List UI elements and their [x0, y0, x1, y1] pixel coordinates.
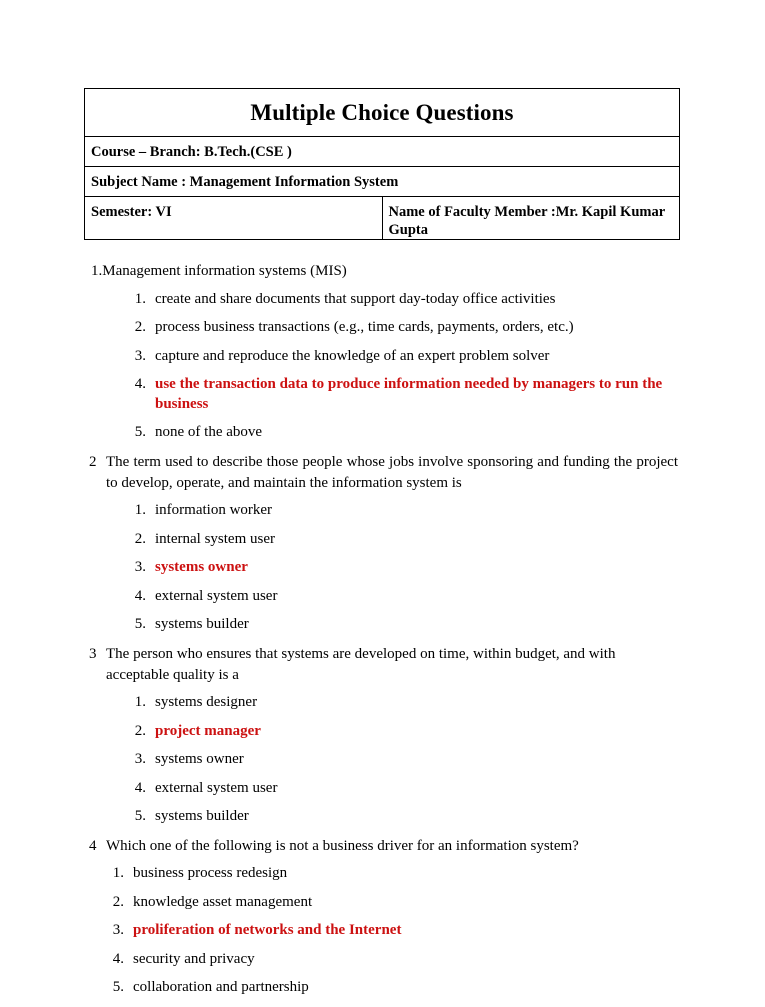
page-title: Multiple Choice Questions: [250, 99, 514, 125]
option-item[interactable]: [84, 501, 680, 521]
option-number: 3.: [112, 922, 124, 939]
question-stem-text: The term used to describe those people whose jobs involve sponsoring and funding the project to develop, operate, and maintain the information system is: [106, 453, 678, 492]
option-item[interactable]: [84, 978, 680, 998]
option-text: collaboration and partnership: [133, 979, 309, 996]
option-number: 2.: [134, 319, 146, 336]
option-item[interactable]: [84, 587, 680, 607]
option-item[interactable]: [84, 722, 680, 742]
option-number: 5.: [134, 616, 146, 633]
header-subject-row: [85, 167, 680, 197]
option-number: 2.: [134, 722, 146, 739]
header-semester-faculty-row: [85, 197, 680, 240]
option-item[interactable]: [84, 921, 680, 941]
subject-cell: [85, 167, 680, 197]
option-item[interactable]: [84, 893, 680, 913]
option-text: external system user: [155, 587, 278, 604]
option-list: [84, 501, 680, 635]
option-number: 3.: [134, 559, 146, 576]
option-number: 5.: [112, 979, 124, 996]
option-text: systems builder: [155, 808, 249, 825]
option-item[interactable]: [84, 347, 680, 367]
option-number: 4.: [134, 587, 146, 604]
option-text: external system user: [155, 779, 278, 796]
option-text: capture and reproduce the knowledge of an expert problem solver: [155, 347, 550, 364]
option-list: [84, 864, 680, 998]
question-stem: [84, 452, 680, 495]
option-number: 4.: [134, 376, 146, 393]
option-number: 1.: [134, 290, 146, 307]
option-number: 1.: [134, 694, 146, 711]
option-item[interactable]: [84, 779, 680, 799]
question-stem: [84, 836, 680, 857]
semester-cell: [85, 197, 383, 240]
option-item[interactable]: [84, 950, 680, 970]
question-number: 4: [89, 837, 97, 854]
question-stem-text: Which one of the following is not a business driver for an information system?: [106, 837, 579, 854]
option-item[interactable]: [84, 750, 680, 770]
option-text-answer: use the transaction data to produce information needed by managers to run the business: [155, 376, 663, 412]
option-item[interactable]: [84, 375, 680, 414]
option-text: systems owner: [155, 751, 244, 768]
question-block: [84, 452, 680, 635]
question-stem: [84, 644, 680, 687]
faculty-cell: [382, 197, 680, 240]
question-number: 2: [89, 453, 97, 470]
option-item[interactable]: [84, 864, 680, 884]
option-text: business process redesign: [133, 865, 288, 882]
question-block: [84, 644, 680, 827]
title-cell: [85, 89, 680, 137]
option-item[interactable]: [84, 558, 680, 578]
header-course-row: [85, 137, 680, 167]
question-number: 3: [89, 645, 97, 662]
option-number: 4.: [134, 779, 146, 796]
option-number: 3.: [134, 751, 146, 768]
option-number: 2.: [112, 893, 124, 910]
question-stem-text: The person who ensures that systems are developed on time, within budget, and with acceptable quality is a: [106, 645, 616, 684]
faculty-member-label: Name of Faculty Member :Mr. Kapil Kumar Gupta: [388, 204, 665, 238]
option-text-answer: project manager: [155, 722, 261, 739]
course-cell: [85, 137, 680, 167]
option-text-answer: proliferation of networks and the Internet: [133, 922, 402, 939]
exam-header-table: [84, 88, 680, 240]
option-item[interactable]: [84, 615, 680, 635]
option-text: knowledge asset management: [133, 893, 313, 910]
option-text: systems designer: [155, 694, 258, 711]
subject-name-label: Subject Name : Management Information System: [91, 173, 399, 190]
option-number: 1.: [112, 865, 124, 882]
question-block: [84, 836, 680, 998]
option-text: security and privacy: [133, 950, 255, 967]
option-text: create and share documents that support day-today office activities: [155, 290, 556, 307]
option-number: 2.: [134, 530, 146, 547]
option-item[interactable]: [84, 693, 680, 713]
option-item[interactable]: [84, 290, 680, 310]
question-stem: 1.Management information systems (MIS): [91, 263, 347, 279]
option-text: information worker: [155, 502, 273, 519]
questions-list: [84, 262, 680, 1007]
semester-label: Semester: VI: [91, 204, 172, 220]
option-number: 5.: [134, 808, 146, 825]
header-title-row: [85, 89, 680, 137]
question-block: [84, 262, 680, 443]
option-text: systems builder: [155, 616, 249, 633]
option-item[interactable]: [84, 423, 680, 443]
option-list: [84, 693, 680, 827]
option-text-answer: systems owner: [155, 559, 248, 576]
option-text: process business transactions (e.g., time cards, payments, orders, etc.): [155, 319, 574, 336]
option-item[interactable]: [84, 318, 680, 338]
option-item[interactable]: [84, 807, 680, 827]
option-text: none of the above: [155, 424, 263, 441]
option-text: internal system user: [155, 530, 275, 547]
option-item[interactable]: [84, 530, 680, 550]
option-number: 3.: [134, 347, 146, 364]
option-list: [84, 290, 680, 443]
option-number: 1.: [134, 502, 146, 519]
option-number: 5.: [134, 424, 146, 441]
option-number: 4.: [112, 950, 124, 967]
course-branch-label: Course – Branch: B.Tech.(CSE ): [91, 143, 292, 160]
